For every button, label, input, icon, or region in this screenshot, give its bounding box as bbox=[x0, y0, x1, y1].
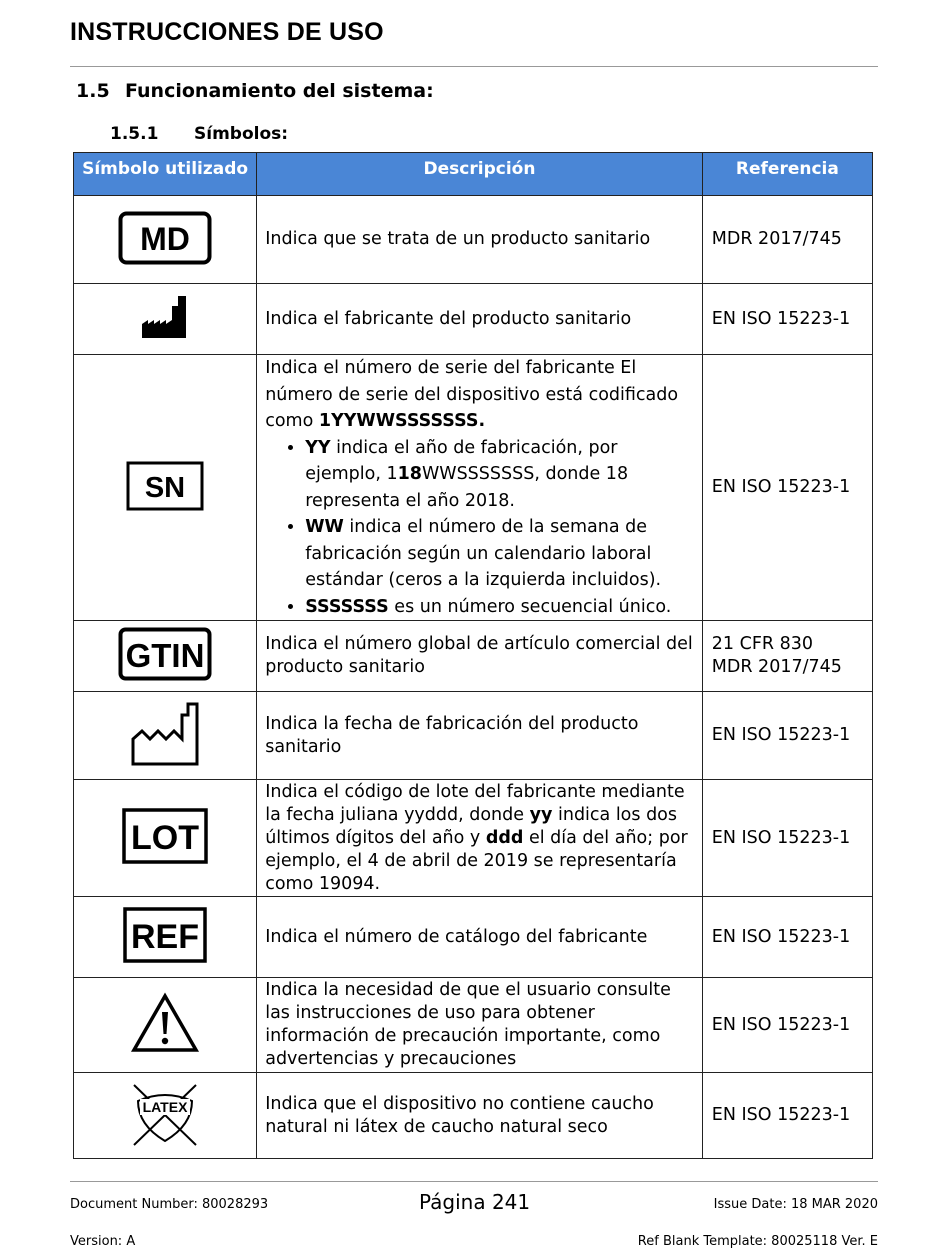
table-row bbox=[74, 897, 873, 978]
footer-divider bbox=[70, 1181, 878, 1182]
symbol-cell bbox=[74, 1073, 257, 1159]
symbol-cell bbox=[74, 196, 257, 284]
reference-cell: EN ISO 15223-1 bbox=[702, 978, 872, 1073]
table-row bbox=[74, 780, 873, 897]
svg-text:REF: REF bbox=[131, 918, 200, 956]
svg-text:LATEX: LATEX bbox=[142, 1098, 188, 1115]
svg-text:MD: MD bbox=[140, 220, 190, 257]
reference-line: MDR 2017/745 bbox=[711, 657, 842, 677]
reference-cell: EN ISO 15223-1 bbox=[702, 1073, 872, 1159]
symbol-cell bbox=[74, 692, 257, 780]
table-row bbox=[74, 284, 873, 355]
serial-bullet-list bbox=[265, 435, 694, 621]
symbol-cell bbox=[74, 780, 257, 897]
document-number: Document Number: 80028293 bbox=[70, 1197, 269, 1212]
symbol-cell bbox=[74, 978, 257, 1073]
svg-text:LOT: LOT bbox=[131, 819, 200, 857]
version: Version: A bbox=[70, 1234, 136, 1249]
reference-cell: EN ISO 15223-1 bbox=[702, 355, 872, 621]
symbol-cell bbox=[74, 897, 257, 978]
description-cell: Indica el código de lote del fabricante mediante la fecha juliana yyddd, donde yy indica los dos últimos dígitos del año y ddd el día del año; por ejemplo, el 4 de abril de 2019 se representaría como 19094. bbox=[257, 780, 703, 897]
ref-icon bbox=[123, 907, 207, 963]
description-cell bbox=[257, 355, 703, 621]
template-reference: Ref Blank Template: 80025118 Ver. E bbox=[637, 1234, 878, 1249]
section-number: 1.5 bbox=[76, 80, 110, 102]
description-cell: Indica el número global de artículo comercial del producto sanitario bbox=[257, 621, 703, 692]
symbol-cell bbox=[74, 355, 257, 621]
table-row bbox=[74, 621, 873, 692]
serial-intro: Indica el número de serie del fabricante El número de serie del dispositivo está codificado como bbox=[265, 358, 679, 431]
lot-icon bbox=[122, 808, 208, 864]
table-header-row bbox=[74, 153, 873, 196]
reference-cell: EN ISO 15223-1 bbox=[702, 284, 872, 355]
subsection-title: Símbolos: bbox=[194, 124, 289, 144]
reference-cell bbox=[702, 621, 872, 692]
svg-text:GTIN: GTIN bbox=[125, 637, 205, 674]
description-cell: Indica la fecha de fabricación del producto sanitario bbox=[257, 692, 703, 780]
column-header-symbol: Símbolo utilizado bbox=[74, 153, 257, 196]
md-symbol-icon bbox=[118, 211, 212, 265]
date-of-manufacture-icon bbox=[130, 701, 200, 767]
issue-date: Issue Date: 18 MAR 2020 bbox=[713, 1197, 878, 1212]
table-row bbox=[74, 196, 873, 284]
serial-number-icon bbox=[126, 461, 204, 511]
symbol-cell bbox=[74, 284, 257, 355]
description-cell: Indica el fabricante del producto sanitario bbox=[257, 284, 703, 355]
section-title: Funcionamiento del sistema: bbox=[125, 80, 434, 102]
description-cell: Indica que se trata de un producto sanitario bbox=[257, 196, 703, 284]
description-cell: Indica el número de catálogo del fabricante bbox=[257, 897, 703, 978]
page-number: Página 241 bbox=[419, 1190, 531, 1214]
latex-free-icon bbox=[130, 1081, 200, 1147]
list-item: • YY indica el año de fabricación, por ejemplo, 118WWSSSSSSS, donde 18 representa el año 2018. bbox=[305, 435, 694, 515]
gtin-icon bbox=[118, 627, 212, 681]
column-header-reference: Referencia bbox=[702, 153, 872, 196]
symbols-table bbox=[73, 152, 873, 1159]
caution-icon bbox=[130, 992, 200, 1054]
reference-cell: EN ISO 15223-1 bbox=[702, 692, 872, 780]
header-divider bbox=[70, 66, 878, 67]
table-row bbox=[74, 978, 873, 1073]
reference-line: 21 CFR 830 bbox=[711, 634, 814, 654]
table-row bbox=[74, 1073, 873, 1159]
symbol-cell bbox=[74, 621, 257, 692]
manufacturer-icon bbox=[140, 294, 190, 340]
table-row bbox=[74, 355, 873, 621]
reference-cell: EN ISO 15223-1 bbox=[702, 897, 872, 978]
serial-code: 1YYWWSSSSSSS. bbox=[318, 411, 486, 431]
reference-cell: EN ISO 15223-1 bbox=[702, 780, 872, 897]
list-item: • SSSSSSS es un número secuencial único. bbox=[305, 594, 694, 621]
description-cell: Indica la necesidad de que el usuario consulte las instrucciones de uso para obtener información de precaución importante, como advertencias y precauciones bbox=[257, 978, 703, 1073]
subsection-number: 1.5.1 bbox=[110, 124, 159, 144]
svg-text:SN: SN bbox=[144, 471, 186, 504]
table-row bbox=[74, 692, 873, 780]
column-header-description: Descripción bbox=[257, 153, 703, 196]
description-cell: Indica que el dispositivo no contiene caucho natural ni látex de caucho natural seco bbox=[257, 1073, 703, 1159]
list-item: • WW indica el número de la semana de fabricación según un calendario laboral estándar (ceros a la izquierda incluidos). bbox=[305, 514, 694, 594]
reference-cell: MDR 2017/745 bbox=[702, 196, 872, 284]
document-title: INSTRUCCIONES DE USO bbox=[70, 18, 384, 46]
